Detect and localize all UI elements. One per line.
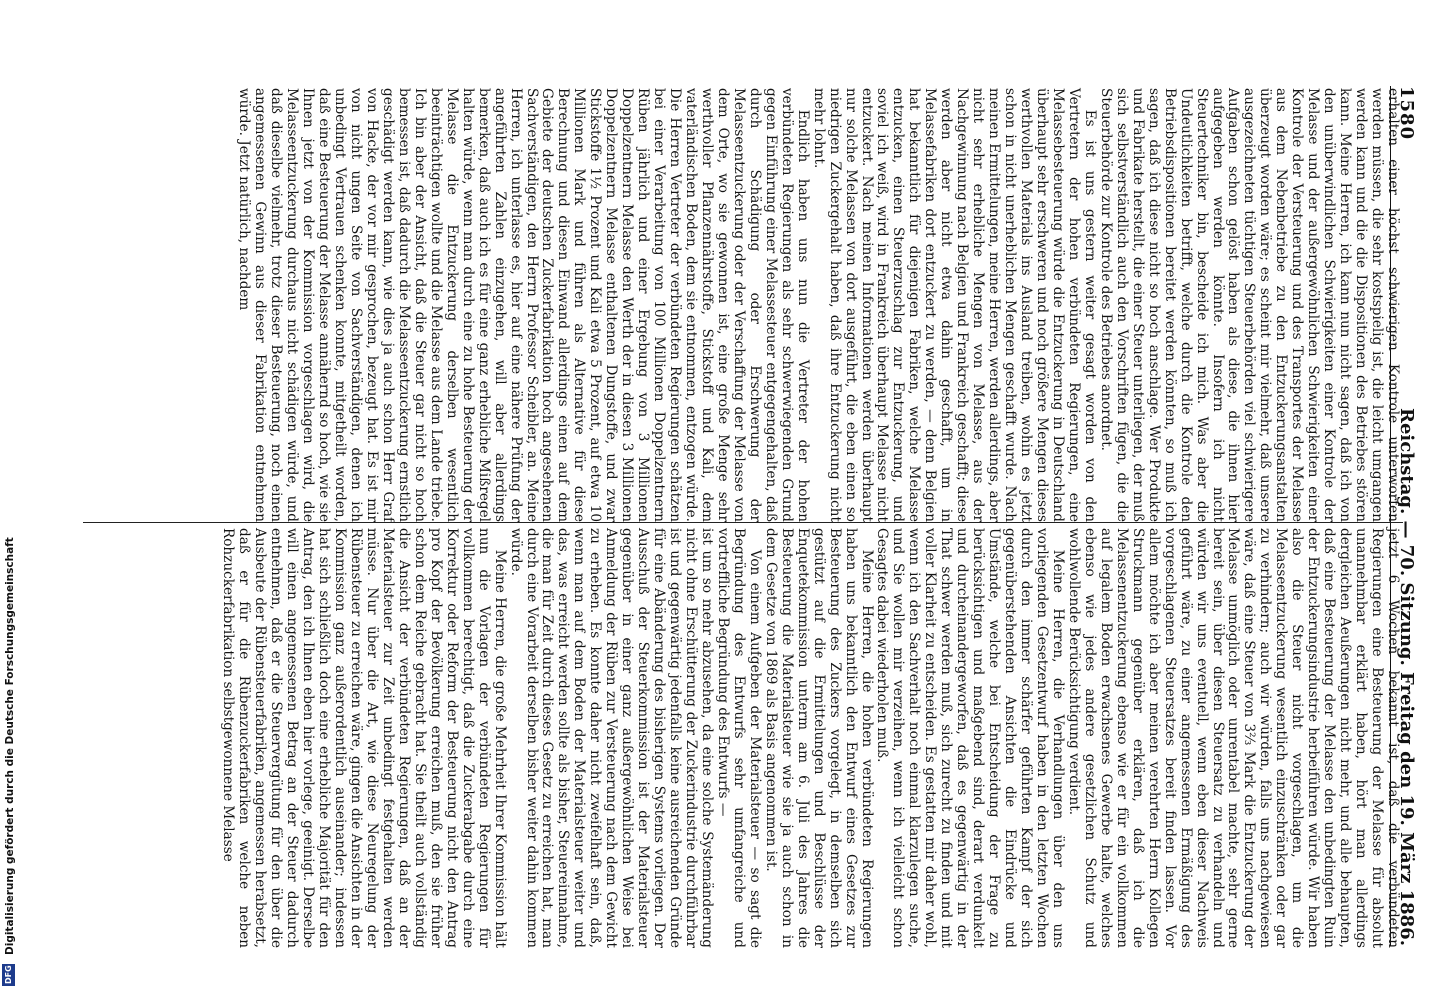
credit-text: Digitalisierung gefördert durch die Deutsche Forschungsgemeinschaft	[4, 537, 16, 955]
paragraph: Meine Herren, die Verhandlungen über den uns vorliegenden Gesetzentwurf haben in den letzten Wochen durch den immer schärfer geführten Kampf der sich gegenüberstehenden Ansichten die Eindrücke und Umstände, welche bei Entscheidung der Frage zu berücksichtigen und maßgebend sind, derart verdunkelt und durcheinandergeworfen, daß es gegenwärtig in der That schwer werden muß, sich zurecht zu finden und mit voller Klarheit zu entscheiden. Es gestatten mir daher wohl, wenn ich den Sachverhalt noch einmal klarzulegen suche, und Sie wollen mir verzeihen, wenn ich vielleicht schon Gesagtes dabei wiederholen muß.	[874, 528, 1066, 948]
page-number: 1580	[1396, 86, 1418, 141]
dfg-logo-icon: DFG	[4, 965, 13, 985]
paragraph: jetzt 6 Wochen bekannt ist, daß die verbündeten Regierungen eine Besteuerung der Melasse für absolut unannehmbar erklärt haben, hört man allerdings dergleichen Aeußerungen nicht mehr, und alle behaupten, daß eine Besteuerung der Melasse den unbedingten Ruin der Entzuckerungsindustrie herbeiführen würde. Wir haben also die Steuer nicht vorgeschlagen, um die Melasseentzuckerung wesentlich einzuschränken oder gar zu verhindern; auch wir würden, falls uns nachgewiesen wäre, daß eine Steuer von 3⅔ Mark die Entzuckerung der Melasse unmöglich oder unrentabel machte, sehr gerne bereit sein, über diesen Steuersatz zu verhandeln und würden wir uns eventuell, wenn eben dieser Nachweis geführt wäre, zu einer angemessenen Ermäßigung des vorgeschlagenen Steuersatzes bereit finden lassen. Vor allem möchte ich aber meinen verehrten Herrn Kollegen Struckmann gegenüber erklären, daß ich die Melassenentzuckerung ebenso wie er für ein vollkommen auf legalem Boden erwachsenes Gewerbe halte, welches ebenso wie jedes andere gesetzlichen Schutz und wohlwollende Berücksichtigung verdient.	[1065, 528, 1401, 948]
paragraph: Meine Herren, die große Mehrheit Ihrer Kommission hält nun die Vorlagen der verbündeten Regierungen für vollkommen berechtigt, daß die Zuckerabgabe durch eine Korrektur oder Reform der Besteuerung nicht den Antrag pro Kopf der Bevölkerung erreichen muß, den sie früher schon dem Reiche gebracht hat. Sie theilt auch vollständig die Ansicht der verbündeten Regierungen, daß an der Materialsteuer zur Zeit unbedingt festgehalten werden müsse. Nur über die Art, wie diese Neuregelung der Rübensteuer zu erreichen wäre, gingen die Ansichten in der Kommission ganz außerordentlich auseinander; indessen hat sich schließlich doch eine erhebliche Majorität für den Antrag, den ich Ihnen eben hier vorlege, geeinigt. Derselbe will einen angemessenen Betrag an der Steuer dadurch entnehmen, daß er die Steuervergütung für den über die Ausbeute der Rübensteuerfabriken, angemessen herabsetzt, daß er für die Rübenzuckerfabriken welche neben Rohzuckerfabrikation selbstgewonnene Melasse	[220, 528, 508, 948]
digitization-credit	[4, 537, 16, 955]
text-column-2	[100, 528, 1400, 948]
column-divider	[83, 522, 1403, 523]
text-column-1	[100, 88, 1400, 522]
paragraph: erhalten einer höchst schwierigen Kontrole unterworfen werden müssen, die sehr kostspielig ist, die leicht umgangen werden kann und die die Dispositionen des Betriebes stören kann. Meine Herren, ich kann nun nicht sagen, daß ich von den unüberwindlichen Schwierigkeiten einer Kontrole der Melasse und der außergewöhnlichen Schwierigkeiten einer Kontrole der Versteuerung und des Transportes der Melasse aus dem Nebenbetriebe zu den Entzuckerungsanstalten überzeugt worden wäre; es scheint mir vielmehr, daß unsere ausgezeichneten tüchtigen Steuerbehörden viel schwierigere Aufgaben schon gelöst haben als diese, die ihnen hier aufgegeben werden könnte. Insofern ich nicht Steuertechniker bin, bescheide ich mich. Was aber die Undeutlichkeiten betrifft, welche durch die Kontrole den Betriebsdispositionen bereitet werden könnten, so muß ich sagen, daß ich diese nicht so hoch anschlage. Wer Produkte und Fabrikate herstellt, die einer Steuer unterliegen, der muß sich selbstverständlich auch den Vorschriften fügen, die die Steuerbehörde zur Kontrole des Betriebes anordnet.	[1097, 88, 1401, 522]
header-title: Reichstag. — 70. Sitzung. Freitag den 19. März 1886.	[1396, 407, 1418, 946]
paragraph: Von einem Aufgeben der Materialsteuer — so sagt die Begründung des Entwurfs sehr umfangreiche und vortreffliche Begründung des Entwurfs —	[714, 528, 763, 948]
paragraph: Es ist uns gestern weiter gesagt worden von den Vertretern der hohen verbündeten Regierungen, eine Melassebesteuerung würde die Entzuckerung in Deutschland überhaupt sehr erschweren und noch größere Mengen dieses werthvollen Materials ins Ausland treiben, wohin es jetzt schon in nicht unerheblichen Mengen geschafft wurde. Nach meinen Ermittelungen, meine Herren, werden allerdings, aber nicht sehr erhebliche Mengen von Melasse, aus der Nachgewinnung nach Belgien und Frankreich geschafft; diese werden aber nicht etwa dahin geschafft, um in Melassefabriken dort entzuckert zu werden, — denn Belgien hat bekanntlich für diejenigen Fabriken, welche Melasse entzucken, einen Steuerzuschlag zur Entzuckerung, und soviel ich weiß, wird in Frankreich überhaupt Melasse nicht entzuckert. Nach meinen Informationen werden überhaupt nur solche Melassen von dort ausgeführt, die eben einen so niedrigen Zuckergehalt haben, daß ihre Entzuckerung nicht mehr lohnt.	[810, 88, 1098, 522]
paragraph: ist um so mehr abzusehen, da eine solche Systemänderung nicht ohne Erschütterung der Zuckerindustrie durchführbar ist und gegenwärtig jedenfalls keine ausreichenden Gründe für eine Abänderung des bisherigen Systems vorliegen. Der Ausschuß der Steuerkommission ist der Materialsteuer gegenüber in einer ganz außergewöhnlichen Weise bei Anmeldung der Rüben zur Versteuerung nach dem Gewicht zu erheben. Es konnte daher nicht zweifelhaft sein, daß, wenn man auf dem Boden der Materialsteuer weiter und das, was erreicht werden sollte als bisher, Steuereinnahme, die man für Zeit durch dieses Gesetz zu erreichen hat, man durch eine Vorarbeit derselben bisher weiter dahin kommen würde.	[507, 528, 716, 948]
paragraph: Meine Herren, die hohen verbündeten Regierungen haben uns bekanntlich den Entwurf eines Gesetzes zur Besteuerung des Zuckers vorgelegt, in demselben sich gestützt auf die Ermittelungen und Beschlüsse der Enquetekommission unterm am 6. Juli des Jahres die Besteuerung die Materialsteuer wie sie ja auch schon in dem Gesetze von 1869 als Basis angenommen ist.	[762, 528, 875, 948]
paragraph: Endlich haben uns nun die Vertreter der hohen verbündeten Regierungen als sehr schwerwiegenden Grund gegen Einführung einer Melassesteuer entgegengehalten, daß durch Schädigung oder Erschwerung der Melasseentzuckerung oder der Verschaffung der Melasse von dem Orte, wo sie gewonnen ist, eine große Menge sehr werthvoller Pflanzennährstoffe, Stickstoff und Kali, dem vaterländischen Boden, dem sie entnommen, entzogen würde. Die Herren Vertreter der verbündeten Regierungen schätzen bei einer Verarbeitung von 100 Millionen Doppelzentnern Rüben jährlich und einer Ergebung von 3 Millionen Doppelzentnern Melasse den Werth der in diesen 3 Millionen Doppelzentnern Melasse enthaltenen Dungstoffe, und zwar Stickstoffe 1½ Prozent und Kali etwa 5 Prozent, auf etwa 10 Millionen Mark und führen als Alternative für diese Berechnung und diesen Einwand allerdings einen auf dem Gebiete der deutschen Zuckerfabrikation hoch angesehenen Sachverständigen, den Herrn Professor Scheibler, an. Meine Herren, ich unterlasse es, hier auf eine nähere Prüfung der angeführten Zahlen einzugehen, will aber allerdings bemerken, daß auch ich es für eine ganz erhebliche Mißregel halten würde, wenn man durch eine zu hohe Besteuerung der Melasse die Entzuckerung derselben wesentlich beeinträchtigen wollte und die Melasse aus dem Lande triebe. Ich bin aber der Ansicht, daß die Steuer gar nicht so hoch bemessen ist, daß dadurch die Melasseentzuckerung ernstlich geschädigt werden kann, wie dies ja auch schon Herr Graf von Hacke, der vor mir gesprochen, bezeugt hat. Es ist mir von nicht ungen Seite von Sachverständigen, denen ich unbedingt Vertrauen schenken konnte, mitgetheilt worden, daß eine Besteuerung der Melasse annähernd so hoch, wie sie Ihnen jetzt von der Kommission vorgeschlagen wird, die Melasseentzuckerung durchaus nicht schädigen würde, und daß dieselbe vielmehr, trotz dieser Besteuerung, noch einen angemessenen Gewinn aus dieser Fabrikation entnehmen würde. Jetzt natürlich, nachdem	[236, 88, 811, 522]
